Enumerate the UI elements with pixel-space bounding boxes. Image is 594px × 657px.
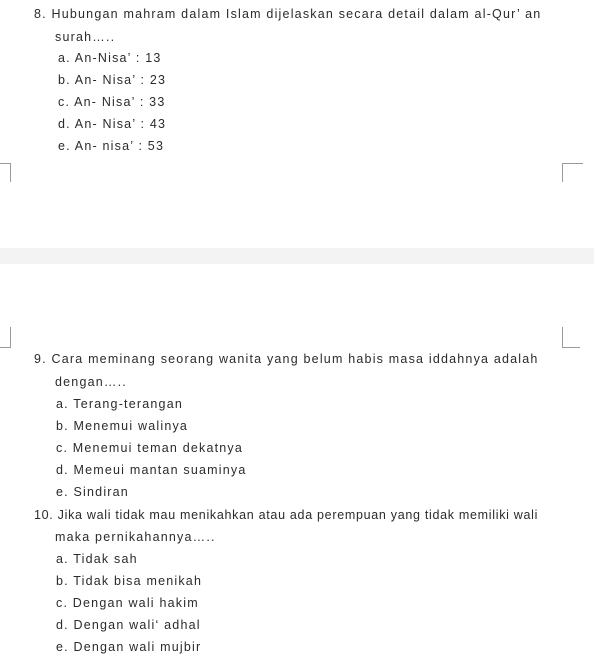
q8-option-e: e. An- nisa’ : 53: [58, 139, 165, 153]
q8-option-c: c. An- Nisa’ : 33: [58, 95, 166, 109]
q9-option-d: d. Memeui mantan suaminya: [56, 463, 247, 477]
q10-option-b: b. Tidak bisa menikah: [56, 574, 203, 588]
question-10-text-cont: maka pernikahannya…..: [55, 530, 216, 544]
crop-mark-bottom-left: [0, 163, 11, 182]
page-gap: [0, 248, 594, 264]
q10-option-e: e. Dengan wali mujbir: [56, 640, 202, 654]
q10-option-d: d. Dengan wali‘ adhal: [56, 618, 201, 632]
q9-option-b: b. Menemui walinya: [56, 419, 189, 433]
q9-option-e: e. Sindiran: [56, 485, 129, 499]
crop-mark-top-left: [0, 327, 11, 348]
q8-option-d: d. An- Nisa’ : 43: [58, 117, 167, 131]
q8-option-a: a. An-Nisa’ : 13: [58, 51, 162, 65]
crop-mark-bottom-right: [562, 163, 583, 182]
q9-option-c: c. Menemui teman dekatnya: [56, 441, 244, 455]
question-10-text: 10. Jika wali tidak mau menikahkan atau ada perempuan yang tidak memiliki wali: [34, 508, 539, 522]
q8-option-b: b. An- Nisa’ : 23: [58, 73, 167, 87]
page-bottom: [0, 264, 594, 657]
q10-option-a: a. Tidak sah: [56, 552, 138, 566]
question-9-text: 9. Cara meminang seorang wanita yang belum habis masa iddahnya adalah: [34, 352, 539, 366]
question-9-text-cont: dengan…..: [55, 375, 127, 389]
crop-mark-top-right: [562, 327, 580, 348]
question-8-text: 8. Hubungan mahram dalam Islam dijelaskan secara detail dalam al-Qur’ an: [34, 7, 542, 21]
q9-option-a: a. Terang-terangan: [56, 397, 184, 411]
page-top: [0, 0, 594, 248]
question-8-text-cont: surah…..: [55, 30, 116, 44]
q10-option-c: c. Dengan wali hakim: [56, 596, 199, 610]
